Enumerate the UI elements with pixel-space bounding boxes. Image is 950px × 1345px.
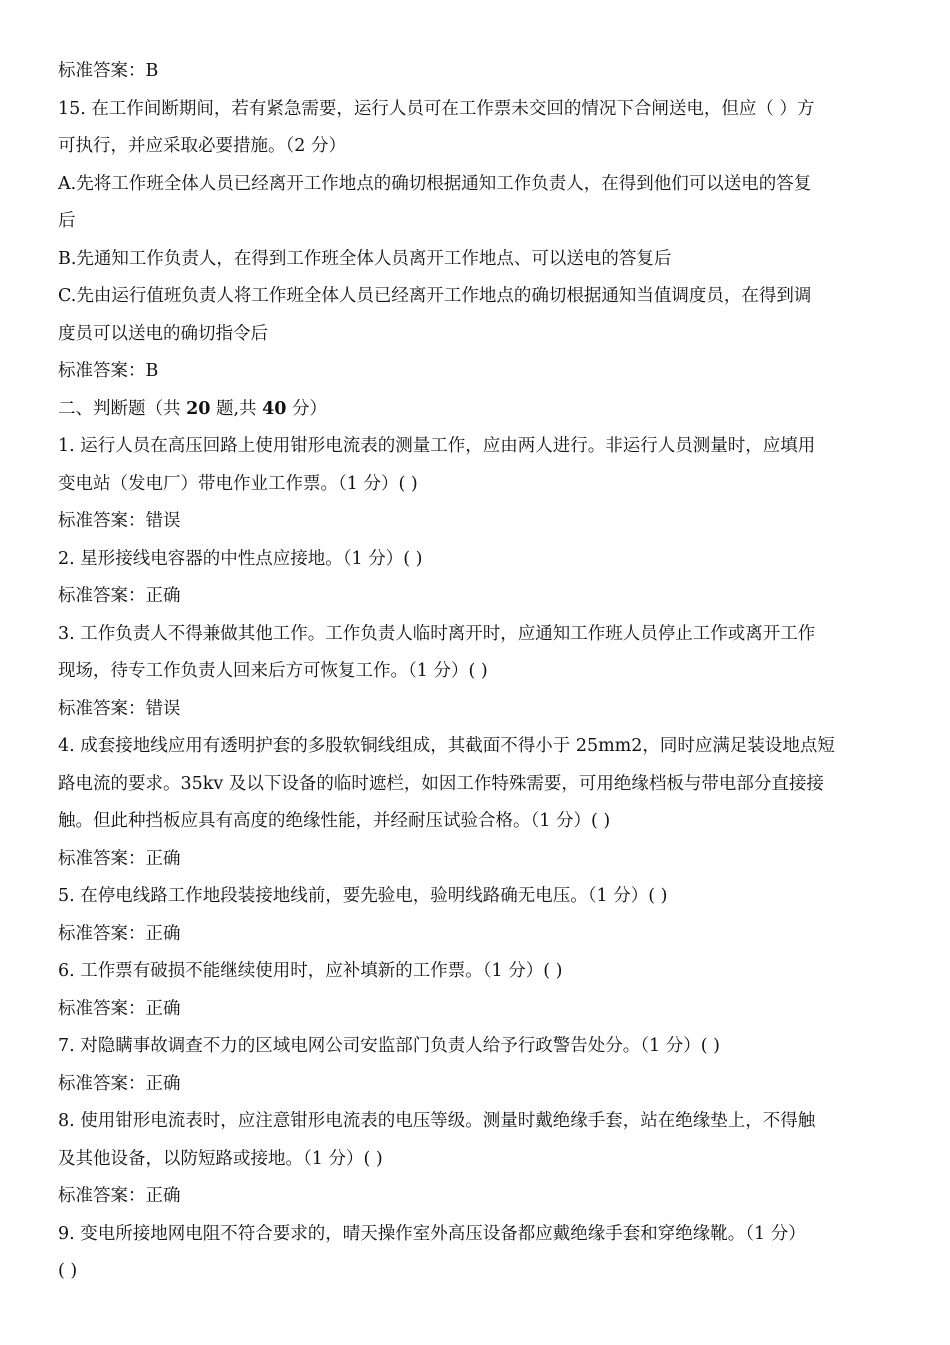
answer-j8: 标准答案：正确 xyxy=(58,1186,181,1206)
judge-4-line-2: 路电流的要求。35kv 及以下设备的临时遮栏，如因工作特殊需要，可用绝缘档板与带电部分直接接 xyxy=(58,773,824,794)
question-15-line-1: 15. 在工作间断期间，若有紧急需要，运行人员可在工作票未交回的情况下合闸送电，但应（ ）方 xyxy=(58,98,815,119)
answer-j3: 标准答案：错误 xyxy=(58,698,181,719)
judge-9-line-1: 9. 变电所接地网电阻不符合要求的，晴天操作室外高压设备都应戴绝缘手套和穿绝缘靴。（1 分） xyxy=(58,1223,806,1244)
answer-j5: 标准答案：正确 xyxy=(58,923,181,944)
option-a-line-2: 后 xyxy=(58,211,76,231)
answer-j1: 标准答案：错误 xyxy=(58,511,181,531)
answer-q14: 标准答案：B xyxy=(58,61,159,81)
judge-4-line-3: 触。但此种挡板应具有高度的绝缘性能，并经耐压试验合格。（1 分）( ) xyxy=(58,811,611,831)
judge-9-line-2: ( ) xyxy=(58,1261,78,1281)
judge-2: 2. 星形接线电容器的中性点应接地。（1 分）( ) xyxy=(58,548,423,569)
judge-3-line-2: 现场，待专工作负责人回来后方可恢复工作。（1 分）( ) xyxy=(58,661,488,681)
judge-7: 7. 对隐瞒事故调查不力的区域电网公司安监部门负责人给予行政警告处分。（1 分）( ) xyxy=(58,1036,720,1056)
option-c-line-2: 度员可以送电的确切指令后 xyxy=(58,323,268,344)
judge-8-line-1: 8. 使用钳形电流表时，应注意钳形电流表的电压等级。测量时戴绝缘手套，站在绝缘垫上，不得触 xyxy=(58,1111,816,1131)
section-question-count: 20 xyxy=(186,398,211,419)
section-heading-part: 分） xyxy=(286,398,328,419)
option-b: B.先通知工作负责人，在得到工作班全体人员离开工作地点、可以送电的答复后 xyxy=(58,248,672,269)
judge-3-line-1: 3. 工作负责人不得兼做其他工作。工作负责人临时离开时，应通知工作班人员停止工作或离开工作 xyxy=(58,623,816,644)
answer-j4: 标准答案：正确 xyxy=(58,848,181,869)
judge-1-line-2: 变电站（发电厂）带电作业工作票。（1 分）( ) xyxy=(58,473,418,494)
question-15-line-2: 可执行，并应采取必要措施。（2 分） xyxy=(58,136,346,156)
answer-j6: 标准答案：正确 xyxy=(58,998,181,1019)
judge-8-line-2: 及其他设备，以防短路或接地。（1 分）( ) xyxy=(58,1148,383,1169)
option-a-line-1: A.先将工作班全体人员已经离开工作地点的确切根据通知工作负责人，在得到他们可以送电的答复 xyxy=(58,173,812,194)
option-c-line-1: C.先由运行值班负责人将工作班全体人员已经离开工作地点的确切根据通知当值调度员，在得到调 xyxy=(58,286,812,306)
answer-j2: 标准答案：正确 xyxy=(58,586,181,606)
section-heading-part: 二、判断题（共 xyxy=(58,398,187,419)
section-heading-part: 题,共 xyxy=(210,398,263,419)
section-heading-judgement xyxy=(58,391,890,429)
judge-5: 5. 在停电线路工作地段装接地线前，要先验电，验明线路确无电压。（1 分）( ) xyxy=(58,886,668,906)
judge-6: 6. 工作票有破损不能继续使用时，应补填新的工作票。（1 分）( ) xyxy=(58,961,563,981)
answer-j7: 标准答案：正确 xyxy=(58,1073,181,1094)
section-total-score: 40 xyxy=(262,398,287,419)
answer-q15: 标准答案：B xyxy=(58,361,159,381)
judge-4-line-1: 4. 成套接地线应用有透明护套的多股软铜线组成，其截面不得小于 25mm2，同时应满足装设地点短 xyxy=(58,736,835,756)
judge-1-line-1: 1. 运行人员在高压回路上使用钳形电流表的测量工作，应由两人进行。非运行人员测量时，应填用 xyxy=(58,436,816,456)
